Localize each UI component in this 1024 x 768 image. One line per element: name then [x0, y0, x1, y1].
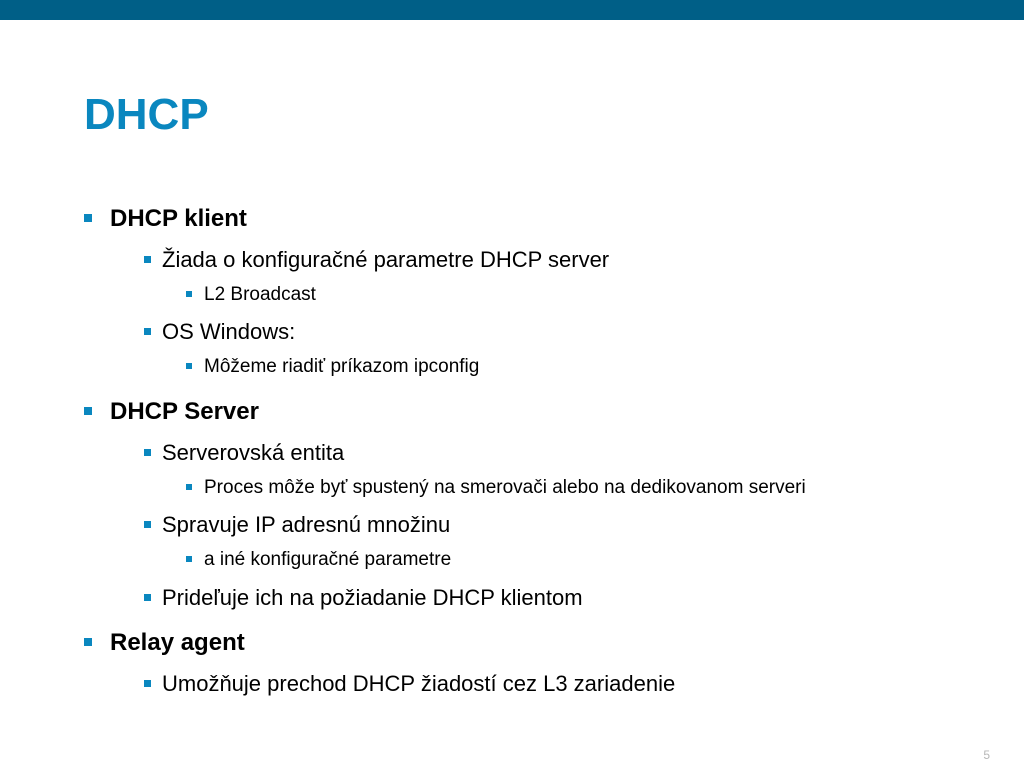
page-number: 5	[983, 748, 990, 762]
square-bullet-icon	[186, 484, 192, 490]
slide-title: DHCP	[84, 90, 209, 139]
square-bullet-icon	[186, 363, 192, 369]
square-bullet-icon	[144, 328, 151, 335]
square-bullet-icon	[186, 556, 192, 562]
bullet-text: Môžeme riadiť príkazom ipconfig	[204, 356, 480, 377]
bullet-text: Proces môže byť spustený na smerovači alebo na dedikovanom serveri	[204, 477, 806, 498]
square-bullet-icon	[186, 291, 192, 297]
bullet-text: Prideľuje ich na požiadanie DHCP klientom	[162, 585, 583, 610]
bullet-text: Relay agent	[110, 629, 245, 656]
square-bullet-icon	[144, 256, 151, 263]
bullet-text: L2 Broadcast	[204, 284, 316, 305]
square-bullet-icon	[144, 680, 151, 687]
bullet-text: a iné konfiguračné parametre	[204, 549, 452, 570]
square-bullet-icon	[84, 638, 92, 646]
bullet-text: Žiada o konfiguračné parametre DHCP server	[162, 247, 610, 272]
bullet-text: Serverovská entita	[162, 440, 345, 465]
bullet-text: Umožňuje prechod DHCP žiadostí cez L3 zariadenie	[162, 671, 676, 696]
square-bullet-icon	[84, 214, 92, 222]
square-bullet-icon	[144, 521, 151, 528]
bullet-text: DHCP Server	[110, 398, 259, 425]
bullet-text: Spravuje IP adresnú množinu	[162, 512, 451, 537]
square-bullet-icon	[144, 449, 151, 456]
square-bullet-icon	[84, 407, 92, 415]
bullet-text: OS Windows:	[162, 319, 296, 344]
bullet-text: DHCP klient	[110, 205, 247, 232]
square-bullet-icon	[144, 594, 151, 601]
